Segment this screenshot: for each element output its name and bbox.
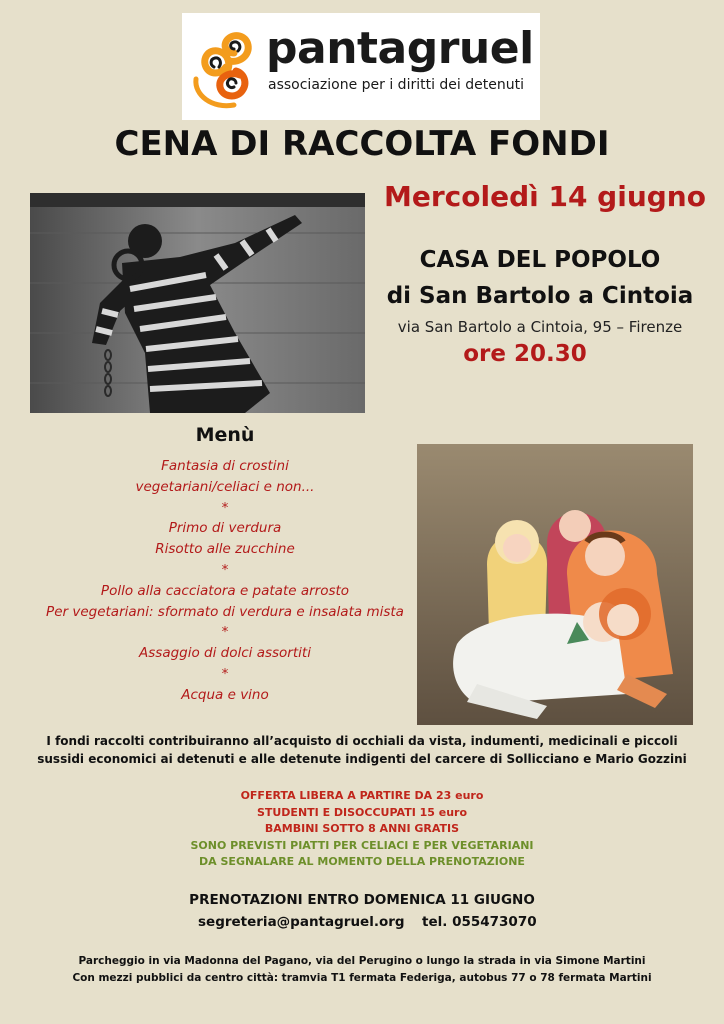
offer-price: OFFERTA LIBERA A PARTIRE DA 23 euro [240,789,484,802]
logo [182,13,540,120]
venue-name: CASA DEL POPOLO [419,247,661,273]
menu-separator: * [221,624,229,641]
menu-title: Menù [195,424,255,446]
event-time: ore 20.30 [463,341,587,367]
venue-location: di San Bartolo a Cintoia [386,283,694,309]
event-date: Mercoledì 14 giugno [384,180,706,213]
booking-deadline: PRENOTAZIONI ENTRO DOMENICA 11 GIUGNO [189,892,535,908]
menu-item: vegetariani/celiaci e non... [135,478,315,495]
page-title: CENA DI RACCOLTA FONDI [114,124,610,164]
menu-list [20,456,430,706]
booking-phone: tel. 055473070 [422,914,537,930]
prisoner-graffiti-image [30,193,365,413]
parking-info [0,953,724,987]
dolls-photo [417,444,693,725]
menu-separator: * [221,665,229,682]
offer-students: STUDENTI E DISOCCUPATI 15 euro [256,805,468,819]
menu-item: Risotto alle zucchine [155,541,295,558]
logo-name: pantagruel [266,23,534,74]
offer-diet-booking: DA SEGNALARE AL MOMENTO DELLA PRENOTAZIONE [199,855,525,868]
funds-description: I fondi raccolti contribuiranno all’acquisto di occhiali da vista, indumenti, medicinali e piccoli sussidi economici ai detenuti e alle detenute indigenti del carcere di Sollicciano e Mario Gozzini [37,734,687,766]
offer-children: BAMBINI SOTTO 8 ANNI GRATIS [264,822,460,835]
venue-address: via San Bartolo a Cintoia, 95 – Firenze [397,318,683,336]
menu-item: Acqua e vino [181,686,269,703]
logo-tagline: associazione per i diritti dei detenuti [268,77,524,93]
menu-separator: * [221,561,229,578]
menu-item: Per vegetariani: sformato di verdura e insalata mista [46,603,404,620]
transport-line: Con mezzi pubblici da centro città: tramvia T1 fermata Federiga, autobus 77 o 78 fermata Martini [72,972,652,984]
menu-item: Fantasia di crostini [161,458,289,474]
parking-line: Parcheggio in via Madonna del Pagano, via del Perugino o lungo la strada in via Simone Martini [78,955,646,967]
menu-item: Primo di verdura [168,520,282,537]
menu-item: Assaggio di dolci assortiti [139,645,311,662]
menu-item: Pollo alla cacciatora e patate arrosto [100,582,350,599]
triskelion-logo-icon [190,23,270,111]
booking-email: segreteria@pantagruel.org [198,914,405,930]
menu-separator: * [221,499,229,516]
offer-diet-note: SONO PREVISTI PIATTI PER CELIACI E PER VEGETARIANI [190,838,534,852]
offer-block [0,788,724,871]
